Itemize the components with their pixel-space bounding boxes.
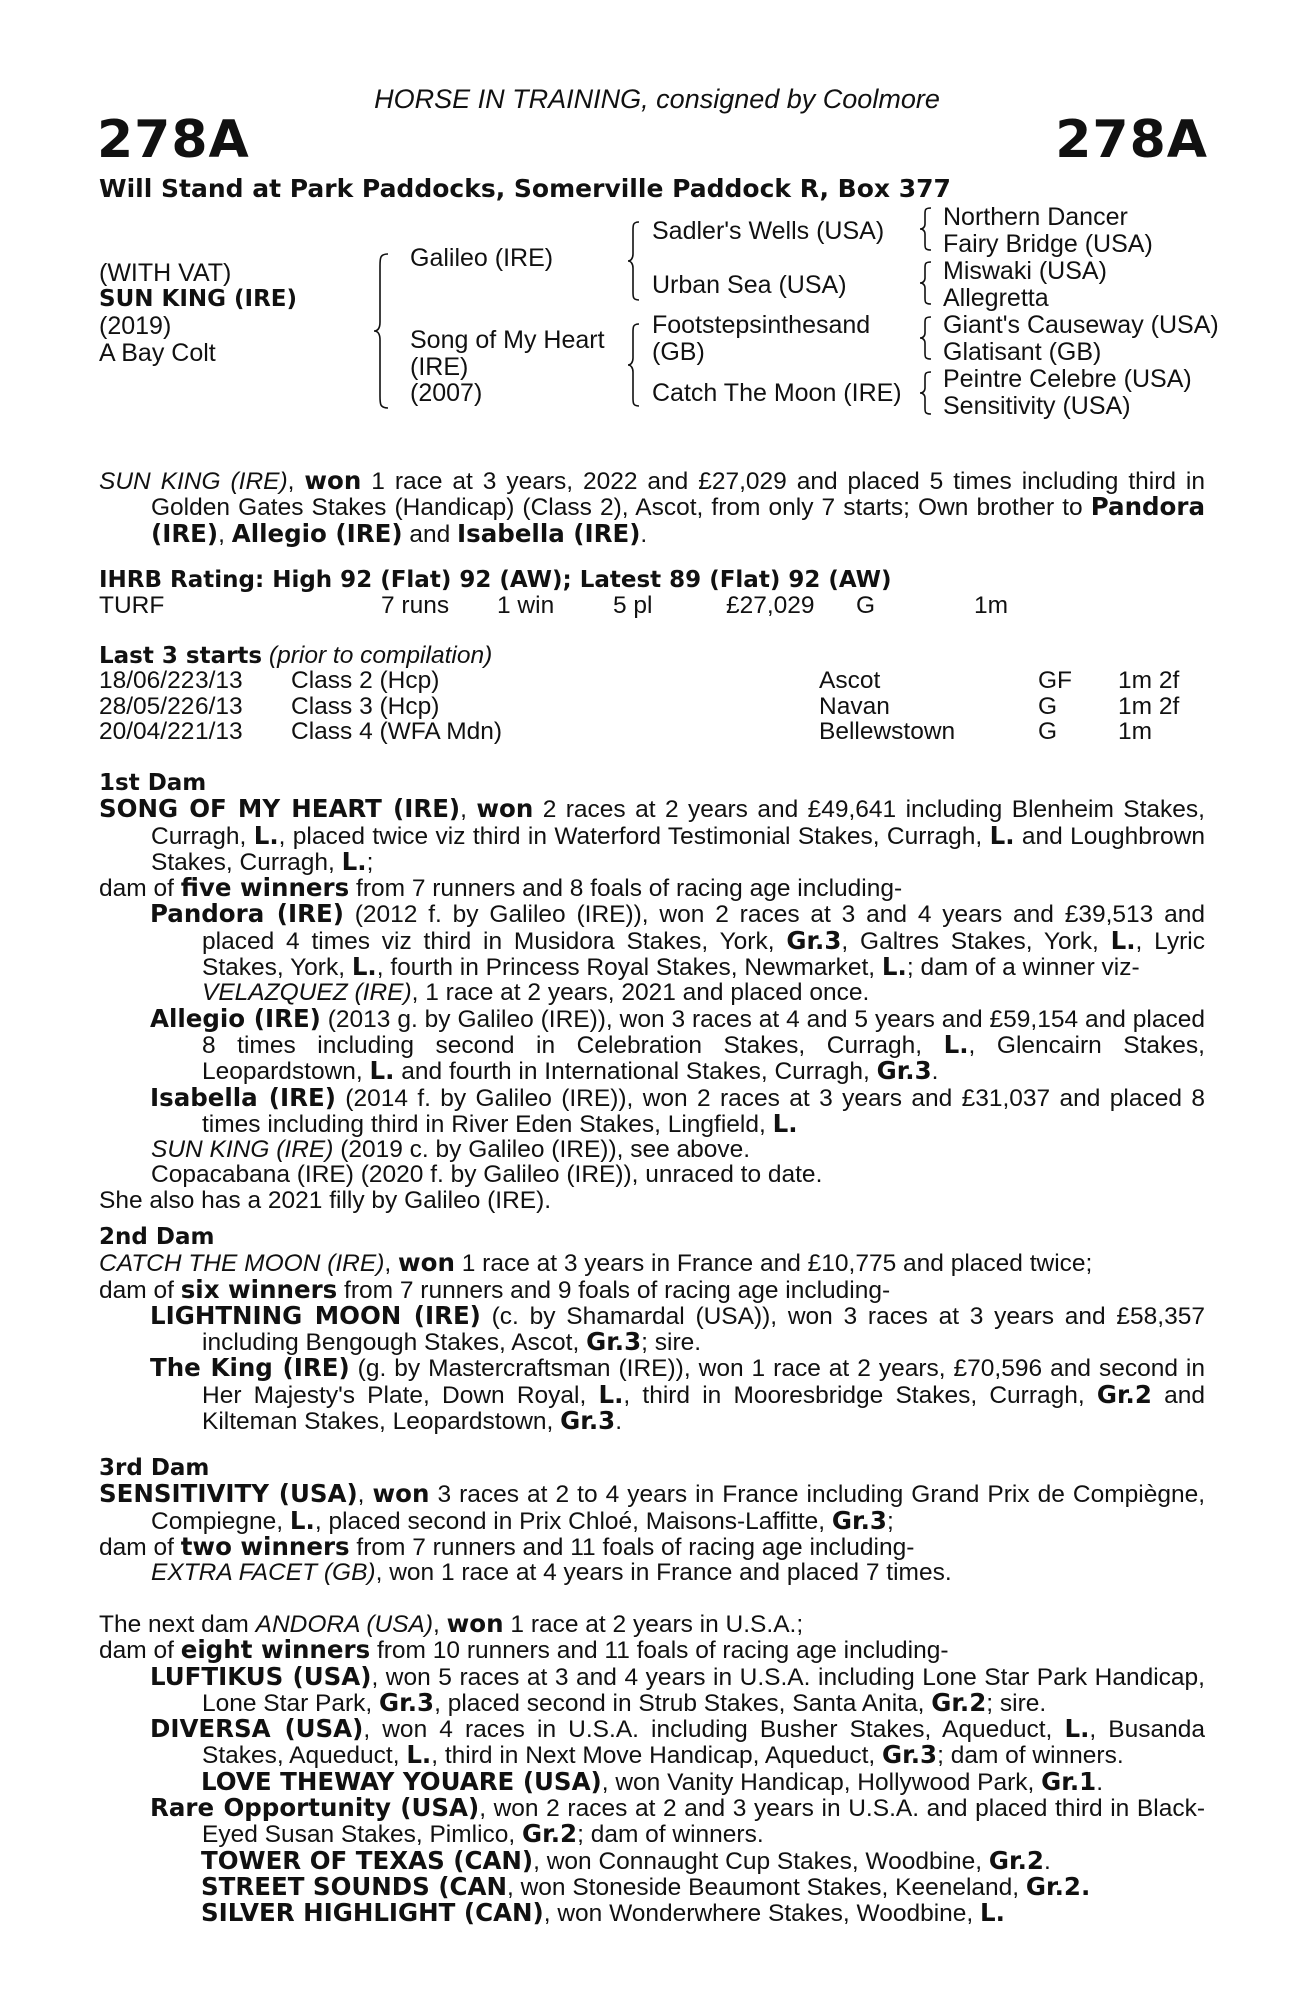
produce-text: , won 5 races at 3 and 4 years in U.S.A. including Lone Star Park Handicap, Lone Star Park, <box>202 1663 1205 1717</box>
next-dam: The next dam ANDORA (USA), won 1 race at 2 years in U.S.A.; dam of eight winners from 10 runners and 11 foals of racing age including- LUFTIKUS (USA), won 5 races at 3 and 4 years in U.S.A. including Lone Star Park Handicap, Lone Star Park, Gr.3, placed second in Strub Stakes, Santa Anita, Gr.2; sire. DIVERSA (USA), won 4 races in U.S.A. including Busher Stakes, Aqueduct, L., Busanda Stakes, Aqueduct, L., third in Next Move Handicap, Aqueduct, Gr.3; dam of winners. LOVE THEWAY YOUARE (USA), won Vanity Handicap, Hollywood Park, Gr.1. Rare Opportunity (USA), won 2 races at 2 and 3 years in U.S.A. and placed third in Black-Eyed Susan Stakes, Pimlico, Gr.2; dam of winners. TOWER OF TEXAS (CAN), won Connaught Cup Stakes, Woodbine, Gr.2. STREET SOUNDS (CAN, won Stoneside Beaumont Stakes, Keeneland, Gr.2. SILVER HIGHLIGHT (CAN), won Wonderwhere Stakes, Woodbine, L. <box>99 1609 1206 1928</box>
listed-mark: L. <box>341 846 367 876</box>
produce-text: , won Connaught Cup Stakes, Woodbine, <box>533 1847 989 1875</box>
dam-brace <box>626 322 642 408</box>
group-mark: Gr.2 <box>1096 1379 1152 1409</box>
third-dam-text: , placed second in Prix Chloé, Maisons-Laffitte, <box>314 1507 832 1535</box>
listed-mark: L. <box>406 1740 432 1770</box>
horse-year: (2019) <box>99 312 172 340</box>
next-dam-name: ANDORA (USA) <box>255 1611 434 1638</box>
produce-text: (g. by Mastercraftsman (IRE)), won 1 race at 2 years, £70,596 and second in Her Majesty's Plate, Down Royal, <box>202 1355 1205 1409</box>
dam-of: dam of <box>99 1637 181 1665</box>
dam-of: dam of <box>99 1533 181 1561</box>
produce-allegio <box>99 1003 1205 1086</box>
produce-filly: She also has a 2021 filly by Galileo (IRE). <box>99 1186 552 1214</box>
produce-text: , placed second in Strub Stakes, Santa Anita, <box>434 1689 932 1717</box>
first-dam-text: and Loughbrown Stakes, Curragh, <box>151 822 1205 876</box>
dam-of-text: from 10 runners and 11 foals of racing age including- <box>370 1637 949 1665</box>
produce-diversa <box>99 1716 1205 1769</box>
listed-mark: L. <box>253 820 279 850</box>
group-mark: Gr.2 <box>931 1687 987 1717</box>
dam-line1: Song of My Heart <box>410 326 605 354</box>
start-cls: Class 4 (WFA Mdn) <box>291 717 503 745</box>
first-dam-text: ; <box>366 848 374 876</box>
listed-mark: L. <box>772 1108 798 1138</box>
third-dam: 3rd Dam SENSITIVITY (USA), won 3 races at 2 to 4 years in France including Grand Prix de Compiègne, Compiegne, L., placed second in Prix Chloé, Maisons-Laffitte, Gr.3; dam of two winners from 7 runners and 11 foals of racing age including- EXTRA FACET (GB), won 1 race at 4 years in France and placed 7 times. <box>99 1455 1206 1587</box>
turf-placed: 5 pl <box>613 592 653 620</box>
group-mark: Gr.3 <box>876 1056 932 1086</box>
produce-text: , won 1 race at 4 years in France and placed 7 times. <box>375 1559 952 1587</box>
summary-won: won <box>304 466 362 495</box>
produce-lightning-moon <box>99 1300 1205 1357</box>
pedigree-brace <box>372 252 392 410</box>
rating-block <box>99 568 1205 619</box>
turf-going: G <box>856 592 876 620</box>
produce-text: , won Wonderwhere Stakes, Woodbine, <box>543 1900 981 1928</box>
produce-extra-facet <box>99 1560 1205 1585</box>
dam-of-text: from 7 runners and 11 foals of racing age including- <box>349 1533 915 1561</box>
dam-of-text: from 7 runners and 8 foals of racing age including- <box>349 875 903 903</box>
produce-rare-opportunity <box>99 1795 1205 1848</box>
listed-mark: L. <box>989 820 1015 850</box>
third-dam-text: 3 races at 2 to 4 years in France including Grand Prix de Compiègne, Compiegne, <box>151 1481 1206 1535</box>
dd-sire: Peintre Celebre (USA) <box>943 365 1192 393</box>
second-dam-won: won <box>398 1248 455 1278</box>
listed-mark: L. <box>1110 925 1136 955</box>
sd-brace <box>918 260 934 306</box>
produce-name: DIVERSA (USA) <box>150 1714 364 1744</box>
group-mark: Gr.2. <box>1025 1871 1091 1901</box>
second-dam: 2nd Dam CATCH THE MOON (IRE), won 1 race at 3 years in France and £10,775 and placed twice; dam of six winners from 7 runners and 9 foals of racing age including- LIGHTNING MOON (IRE) (c. by Shamardal (USA)), won 3 races at 3 years and £58,357 including Bengough Stakes, Ascot, Gr.3; sire. The King (IRE) (g. by Mastercraftsman (IRE)), won 1 race at 2 years, £70,596 and second in Her Majesty's Plate, Down Royal, L., third in Mooresbridge Stakes, Curragh, Gr.2 and Kilteman Stakes, Leopardstown, Gr.3. <box>99 1224 1205 1436</box>
start-cls: Class 3 (Hcp) <box>291 692 440 720</box>
produce-luftikus <box>99 1661 1205 1717</box>
next-dam-text: 1 race at 2 years in U.S.A.; <box>503 1611 804 1638</box>
turf-label: TURF <box>99 592 165 620</box>
produce-silver-highlight <box>99 1900 1205 1926</box>
stand-location: Will Stand at Park Paddocks, Somerville Paddock R, Box 377 <box>99 174 951 203</box>
summary-and: and <box>402 520 458 548</box>
produce-text: , won 2 races at 2 and 3 years in U.S.A. and placed third in Black-Eyed Susan Stakes, Pimlico, <box>202 1795 1206 1849</box>
start-date: 18/06/22 <box>99 667 195 695</box>
vat-note: (WITH VAT) <box>99 259 232 287</box>
summary-sep: , <box>218 520 232 548</box>
produce-name: Rare Opportunity (USA) <box>150 1793 480 1823</box>
produce-text: , won 4 races in U.S.A. including Busher Stakes, Aqueduct, <box>363 1716 1065 1744</box>
dam-dam: Catch The Moon (IRE) <box>652 379 902 407</box>
start-date: 20/04/22 <box>99 717 195 745</box>
first-dam: 1st Dam SONG OF MY HEART (IRE), won 2 races at 2 years and £49,641 including Blenheim Stakes, Curragh, L., placed twice viz third in Waterford Testimonial Stakes, Curragh, L. and Loughbrown Stakes, Curragh, L.; dam of five winners from 7 runners and 8 foals of racing age including- Pandora (IRE) (2012 f. by Galileo (IRE)), won 2 races at 3 and 4 years and £39,513 and placed 4 times viz third in Musidora Stakes, York, Gr.3, Galtres Stakes, York, L., Lyric Stakes, York, L., fourth in Princess Royal Stakes, Newmarket, L.; dam of a winner viz- VELAZQUEZ (IRE), 1 race at 2 years, 2021 and placed once. Allegio (IRE) (2013 g. by Galileo (IRE)), won 3 races at 4 and 5 years and £59,154 and placed 8 times including second in Celebration Stakes, Curragh, L., Glencairn Stakes, Leopardstown, L. and fourth in International Stakes, Curragh, Gr.3. Isabella (IRE) (2014 f. by Galileo (IRE)), won 2 races at 3 years and £31,037 and placed 8 times including third in River Eden Stakes, Lingfield, L. SUN KING (IRE) (2019 c. by Galileo (IRE)), see above. Copacabana (IRE) (2020 f. by Galileo (IRE)), unraced to date. She also has a 2021 filly by Galileo (IRE). <box>99 770 1205 1214</box>
turf-record <box>99 593 1205 618</box>
turf-prize: £27,029 <box>726 592 815 620</box>
dam-line3: (2007) <box>410 379 483 407</box>
sire-dam: Urban Sea (USA) <box>652 271 847 299</box>
lot-number-right: 278A <box>1055 110 1208 170</box>
produce-text: (2014 f. by Galileo (IRE)), won 2 races at 3 years and £31,037 and placed 8 times including third in River Eden Stakes, Lingfield, <box>202 1084 1205 1138</box>
lot-number-left: 278A <box>97 110 250 170</box>
produce-name: TOWER OF TEXAS (CAN) <box>201 1845 534 1875</box>
group-mark: Gr.3 <box>379 1687 435 1717</box>
produce-sun-king <box>99 1137 1205 1162</box>
produce-text: . <box>1096 1768 1104 1796</box>
produce-name: Isabella (IRE) <box>150 1082 336 1112</box>
grand-produce-text: , 1 race at 2 years, 2021 and placed once. <box>411 979 870 1007</box>
second-dam-winners: six winners <box>180 1274 338 1304</box>
start-pos: 1/13 <box>195 717 243 745</box>
start-date: 28/05/22 <box>99 692 195 720</box>
start-pos: 6/13 <box>195 692 243 720</box>
produce-tower-of-texas <box>99 1845 1205 1875</box>
second-dam-text: 1 race at 3 years in France and £10,775 and placed twice; <box>454 1250 1093 1278</box>
last-starts-title: Last 3 starts <box>99 643 263 669</box>
start-row <box>99 719 1205 744</box>
produce-text: (2013 g. by Galileo (IRE)), won 3 races at 4 and 5 years and £59,154 and placed 8 times including second in Celebration Stakes, Curragh, <box>202 1005 1205 1059</box>
ss-sire: Northern Dancer <box>943 203 1128 231</box>
dam-line2: (IRE) <box>410 353 469 381</box>
listed-mark: L. <box>980 1898 1005 1928</box>
produce-text: , third in Next Move Handicap, Aqueduct, <box>431 1742 883 1770</box>
group-mark: Gr.3 <box>786 925 842 955</box>
produce-text: (2019 c. by Galileo (IRE)), see above. <box>333 1136 751 1164</box>
listed-mark: L. <box>369 1056 395 1086</box>
ds-sire: Giant's Causeway (USA) <box>943 311 1219 339</box>
next-dam-won: won <box>446 1609 504 1638</box>
sd-sire: Miswaki (USA) <box>943 257 1107 285</box>
first-dam-name: SONG OF MY HEART (IRE) <box>99 794 461 824</box>
first-dam-text: , placed twice viz third in Waterford Testimonial Stakes, Curragh, <box>278 822 990 850</box>
second-dam-title: 2nd Dam <box>99 1224 215 1250</box>
produce-text: , won Vanity Handicap, Hollywood Park, <box>601 1768 1042 1796</box>
rating-line: IHRB Rating: High 92 (Flat) 92 (AW); Latest 89 (Flat) 92 (AW) <box>99 567 892 593</box>
listed-mark: L. <box>943 1029 969 1059</box>
ds-brace <box>918 315 934 361</box>
produce-text: ; dam of winners. <box>937 1742 1124 1770</box>
dd-dam: Sensitivity (USA) <box>943 392 1131 420</box>
start-going: G <box>1038 717 1058 745</box>
sire: Galileo (IRE) <box>410 244 554 272</box>
produce-name: Allegio (IRE) <box>150 1003 321 1033</box>
produce-text: , Lyric Stakes, York, <box>202 927 1205 982</box>
produce-name: LOVE THEWAY YOUARE (USA) <box>201 1766 602 1796</box>
sire-brace <box>626 220 642 302</box>
produce-text: ; dam of a winner viz- <box>906 954 1140 982</box>
produce-text: . <box>1043 1847 1051 1875</box>
sibling-allegio: Allegio (IRE) <box>231 518 403 548</box>
produce-copacabana: Copacabana (IRE) (2020 f. by Galileo (IRE)), unraced to date. <box>151 1161 823 1189</box>
summary-end: . <box>640 520 648 548</box>
turf-distance: 1m <box>974 592 1009 620</box>
produce-name: LIGHTNING MOON (IRE) <box>150 1300 481 1330</box>
start-dist: 1m 2f <box>1118 667 1180 695</box>
summary-text: 1 race at 3 years, 2022 and £27,029 and placed 5 times including third in Golden Gates Stakes (Handicap) (Class 2), Ascot, from only 7 starts; Own brother to <box>151 468 1205 522</box>
produce-text: , won Stoneside Beaumont Stakes, Keeneland, <box>506 1873 1026 1901</box>
listed-mark: L. <box>881 952 907 982</box>
produce-name: The King (IRE) <box>150 1353 350 1383</box>
produce-name: SILVER HIGHLIGHT (CAN) <box>201 1898 544 1928</box>
produce-name: SUN KING (IRE) <box>151 1136 334 1164</box>
group-mark: Gr.2 <box>988 1845 1044 1875</box>
start-course: Navan <box>819 692 890 720</box>
produce-text: ; sire. <box>641 1329 702 1357</box>
produce-name: STREET SOUNDS (CAN <box>201 1871 507 1901</box>
produce-pandora <box>99 901 1205 1005</box>
third-dam-name: SENSITIVITY (USA) <box>99 1479 358 1509</box>
summary-name: SUN KING (IRE) <box>99 468 288 495</box>
third-dam-text: ; <box>886 1507 894 1535</box>
produce-text: (c. by Shamardal (USA)), won 3 races at 3 years and £58,357 including Bengough Stakes, Ascot, <box>202 1302 1205 1357</box>
sibling-pandora: Pandora (IRE) <box>151 492 1205 548</box>
third-dam-title: 3rd Dam <box>99 1455 210 1481</box>
race-summary: SUN KING (IRE), won 1 race at 3 years, 2022 and £27,029 and placed 5 times including third in Golden Gates Stakes (Handicap) (Class 2), Ascot, from only 7 starts; Own brother to Pandora (IRE), Allegio (IRE) and Isabella (IRE). <box>99 466 1205 548</box>
produce-text: , Busanda Stakes, Aqueduct, <box>202 1716 1206 1770</box>
consignment-line: HORSE IN TRAINING, consigned by Coolmore <box>374 84 940 114</box>
produce-text: , third in Mooresbridge Stakes, Curragh, <box>623 1381 1097 1409</box>
start-course: Ascot <box>819 667 881 695</box>
group-mark: Gr.2 <box>522 1819 578 1849</box>
produce-text: . <box>615 1408 623 1436</box>
turf-runs: 7 runs <box>381 592 450 620</box>
first-dam-title: 1st Dam <box>99 770 207 796</box>
grand-produce-name: VELAZQUEZ (IRE) <box>202 979 412 1007</box>
second-dam-name: CATCH THE MOON (IRE) <box>99 1250 385 1278</box>
start-cls: Class 2 (Hcp) <box>291 667 440 695</box>
listed-mark: L. <box>351 952 377 982</box>
produce-text: and fourth in International Stakes, Curragh, <box>394 1058 877 1086</box>
produce-love-theway-youare <box>99 1766 1205 1796</box>
dam-of: dam of <box>99 1276 181 1304</box>
sd-dam: Allegretta <box>943 284 1049 312</box>
produce-isabella <box>99 1082 1205 1138</box>
produce-text: , Galtres Stakes, York, <box>841 927 1111 955</box>
last-starts <box>99 643 1205 744</box>
produce-text: ; sire. <box>986 1689 1047 1717</box>
produce-text: and Kilteman Stakes, Leopardstown, <box>202 1381 1205 1436</box>
group-mark: Gr.1 <box>1041 1766 1097 1796</box>
group-mark: Gr.3 <box>831 1505 887 1535</box>
sibling-isabella: Isabella (IRE) <box>457 518 641 548</box>
listed-mark: L. <box>598 1379 624 1409</box>
produce-text: , fourth in Princess Royal Stakes, Newmarket, <box>376 954 882 982</box>
group-mark: Gr.3 <box>882 1740 938 1770</box>
listed-mark: L. <box>1064 1714 1090 1744</box>
start-dist: 1m 2f <box>1118 692 1180 720</box>
last-starts-note: (prior to compilation) <box>262 642 493 669</box>
turf-wins: 1 win <box>497 592 555 620</box>
start-course: Bellewstown <box>819 717 956 745</box>
start-row <box>99 694 1205 719</box>
last-starts-rows <box>99 668 1205 744</box>
group-mark: Gr.3 <box>560 1406 616 1436</box>
ds-dam: Glatisant (GB) <box>943 338 1102 366</box>
ss-brace <box>918 206 934 252</box>
produce-name: LUFTIKUS (USA) <box>150 1661 372 1691</box>
start-row <box>99 668 1205 693</box>
third-dam-winners: two winners <box>180 1531 350 1561</box>
sire-sire: Sadler's Wells (USA) <box>652 217 885 245</box>
produce-name: EXTRA FACET (GB) <box>151 1559 376 1587</box>
horse-description: A Bay Colt <box>99 339 216 367</box>
dam-sire-line2: (GB) <box>652 338 705 366</box>
start-dist: 1m <box>1118 717 1153 745</box>
next-dam-winners: eight winners <box>180 1635 371 1665</box>
next-dam-intro: The next dam <box>99 1611 256 1638</box>
produce-name: Pandora (IRE) <box>150 899 344 929</box>
produce-the-king <box>99 1355 1205 1434</box>
start-going: GF <box>1038 667 1073 695</box>
start-pos: 3/13 <box>195 667 243 695</box>
produce-street-sounds <box>99 1871 1205 1901</box>
dd-brace <box>918 370 934 416</box>
dam-sire-line1: Footstepsinthesand <box>652 311 871 339</box>
first-dam-won: won <box>476 794 534 824</box>
group-mark: Gr.3 <box>586 1327 642 1357</box>
start-going: G <box>1038 692 1058 720</box>
horse-name: SUN KING (IRE) <box>99 286 298 312</box>
produce-text: ; dam of winners. <box>577 1821 764 1849</box>
dam-of: dam of <box>99 875 181 903</box>
ss-dam: Fairy Bridge (USA) <box>943 230 1153 258</box>
listed-mark: L. <box>289 1505 315 1535</box>
produce-text: (2012 f. by Galileo (IRE)), won 2 races at 3 and 4 years and £39,513 and placed 4 times viz third in Musidora Stakes, York, <box>202 901 1205 955</box>
dam-of-text: from 7 runners and 9 foals of racing age including- <box>337 1276 891 1304</box>
first-dam-text: 2 races at 2 years and £49,641 including Blenheim Stakes, Curragh, <box>151 796 1205 850</box>
third-dam-won: won <box>372 1479 430 1509</box>
produce-text: , Glencairn Stakes, Leopardstown, <box>202 1031 1205 1086</box>
produce-text: . <box>931 1058 939 1086</box>
first-dam-winners: five winners <box>180 873 350 903</box>
